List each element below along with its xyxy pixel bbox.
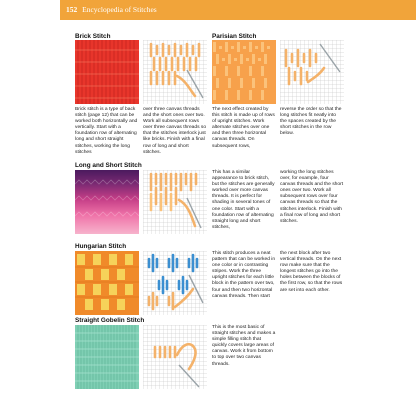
gobelin-stitch-diagram [143,325,207,389]
header [66,5,157,14]
parisian-stitch-diagram [280,40,344,104]
book-title: Encyclopedia of Stitches [82,5,157,14]
parisian-stitch-text-1: The next effect created by this stitch is made up of rows of upright stitches. Work alternate stitches over one and then three horizontal canvas threads. On subsequent rows, [212,107,275,149]
brick-stitch-swatch [75,40,139,104]
hungarian-stitch-diagram [143,251,207,315]
parisian-stitch-text-2: reverse the order so that the long stitches fit neatly into the spaces created by the short stitches in the row below. [280,107,342,137]
brick-stitch-text-2: over three canvas threads and the short ones over two. Work all subsequent rows over three canvas threads so that the stitches interlock just like bricks. Finish with a final row of long and short stitches. [143,107,207,155]
hungarian-stitch-text-1: This stitch produces a neat pattern that can be worked in one color or in contrasting stripes. Work the three upright stitches for each little block in the pattern over two, four and then two horizontal canvas threads. Then start [212,251,276,299]
long-short-stitch-text-2: working the long stitches over, for example, four canvas threads and the short ones over two. Work all subsequent rows over four canvas threads so that the stitches interlock. Finish with a final row of long and short stitches. [280,170,344,224]
gobelin-stitch-swatch [75,325,139,389]
long-short-stitch-title: Long and Short Stitch [75,162,142,169]
brick-stitch-diagram [143,40,207,104]
parisian-stitch-title: Parisian Stitch [212,33,257,40]
long-short-stitch-diagram [143,170,207,234]
long-short-stitch-text-1: This has a similar appearance to brick stitch, but the stitches are generally worked over more canvas threads. It is perfect for shading in several tones of one color. Start with a foundation row of alternating straight long and short stitches, [212,170,275,230]
gobelin-stitch-text: This is the most basic of straight stitches and makes a simple filling stitch that quickly covers large areas of canvas. Work it from bottom to top over two canvas threads. [212,325,276,367]
hungarian-stitch-swatch [75,251,139,315]
brick-stitch-text-1: Brick stitch is a type of back stitch (page 12) that can be worked both horizontally and vertically. Start with a foundation row of alternating long and short straight stitches, working the long stitches [75,107,138,155]
hungarian-stitch-text-2: the next block after two vertical threads. On the next row make sure that the longest stitches go into the holes between the blocks of the first row, so that the rows are set into each other. [280,251,343,293]
parisian-stitch-swatch [212,40,276,104]
brick-stitch-title: Brick Stitch [75,33,111,40]
long-short-stitch-swatch [75,170,139,234]
hungarian-stitch-title: Hungarian Stitch [75,243,127,250]
page-number: 152 [66,5,78,14]
gobelin-stitch-title: Straight Gobelin Stitch [75,317,145,324]
